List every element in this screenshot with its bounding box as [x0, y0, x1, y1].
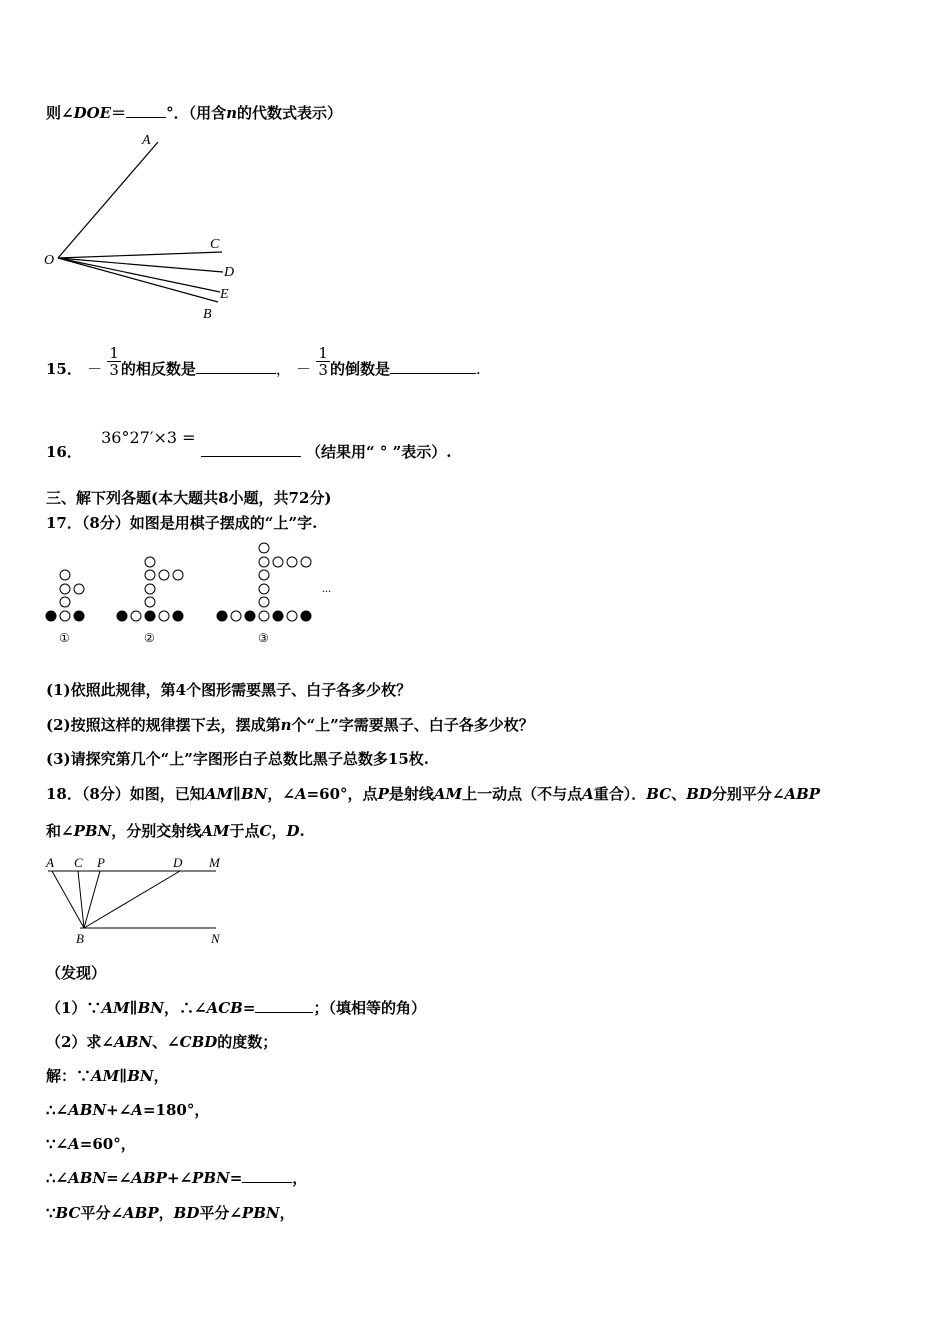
q18-answer-blank-2[interactable] [242, 1168, 292, 1183]
q16-answer-blank[interactable] [201, 442, 301, 457]
fig-label-3: ③ [258, 631, 269, 645]
label-m: M [209, 855, 220, 870]
label-b: B [203, 307, 212, 322]
q14-line: 则∠DOE＝ °．（用含n的代数式表示） [46, 104, 343, 122]
label-e: E [220, 287, 229, 302]
q17-chess-figure [40, 538, 350, 648]
label-o: O [44, 253, 55, 268]
label-p: P [97, 855, 105, 870]
ray-oa [58, 142, 158, 258]
solution-line-5: ∵BC平分∠ABP，BD平分∠PBN， [46, 1204, 295, 1222]
seg-bd [84, 871, 180, 928]
q16-line: 16． 36°27′×3 = （结果用“ ° ”表示）. [46, 428, 452, 461]
solution-line-2: ∴∠ABN+∠A=180°， [46, 1101, 210, 1119]
q15-answer-blank-1[interactable] [196, 359, 276, 374]
q18-parallel-figure [40, 852, 240, 947]
figure-1 [46, 570, 84, 621]
section-3-heading: 三、解下列各题(本大题共8小题，共72分) [46, 489, 332, 507]
q15-line: 15． － $\frac{1}{3}$ 的相反数是 ， － $\frac{1}{3}$ 的倒数是 . [46, 344, 481, 379]
label-c: C [74, 855, 83, 870]
q14-angle-figure [40, 130, 250, 325]
q17-part-3: (3)请探究第几个“上”字图形白子总数比黑子总数多15枚. [46, 750, 429, 768]
solution-line-4: ∴∠ABN=∠ABP+∠PBN= ， [46, 1169, 308, 1187]
label-n: N [211, 931, 220, 946]
q16-expression: 36°27′×3 = [101, 428, 196, 447]
label-b: B [76, 931, 84, 946]
q18-discover-heading: （发现） [46, 964, 107, 982]
q18-step-1: （1）∵AM∥BN，∴∠ACB= ；（填相等的角） [46, 999, 426, 1017]
label-d: D [224, 265, 235, 280]
q14-answer-blank[interactable] [126, 103, 166, 118]
label-c: C [210, 237, 220, 252]
q18-step-2: （2）求∠ABN、∠CBD的度数； [46, 1033, 278, 1051]
fig-label-2: ② [144, 631, 155, 645]
ray-oe [58, 258, 220, 292]
solution-line-3: ∵∠A=60°， [46, 1135, 136, 1153]
figure-3 [217, 543, 311, 621]
label-a: A [142, 133, 151, 148]
label-d: D [173, 855, 183, 870]
q15-answer-blank-2[interactable] [390, 359, 476, 374]
q18-answer-blank-1[interactable] [255, 998, 313, 1013]
q18-line-2: 和∠PBN，分别交射线AM于点C，D. [46, 822, 305, 840]
q17-part-2: (2)按照这样的规律摆下去，摆成第n个“上”字需要黑子、白子各多少枚？ [46, 716, 534, 734]
q18-line-1: 18．（8分）如图，已知AM∥BN，∠A=60°，点P是射线AM上一动点（不与点A重合）．BC、BD分别平分∠ABP [46, 785, 821, 803]
solution-line-1: 解：∵AM∥BN， [46, 1067, 169, 1085]
fig-label-1: ① [59, 631, 70, 645]
fig-ellipsis: ... [322, 581, 331, 595]
ray-oc [58, 252, 222, 258]
figure-2 [117, 557, 183, 621]
q17-part-1: (1)依照此规律，第4个图形需要黑子、白子各多少枚？ [46, 681, 412, 699]
fraction-one-third-2: $\frac{1}{3}$ [318, 344, 328, 379]
fraction-one-third: $\frac{1}{3}$ [109, 344, 119, 379]
label-a: A [46, 855, 54, 870]
q17-title: 17．（8分）如图是用棋子摆成的“上”字. [46, 514, 318, 532]
